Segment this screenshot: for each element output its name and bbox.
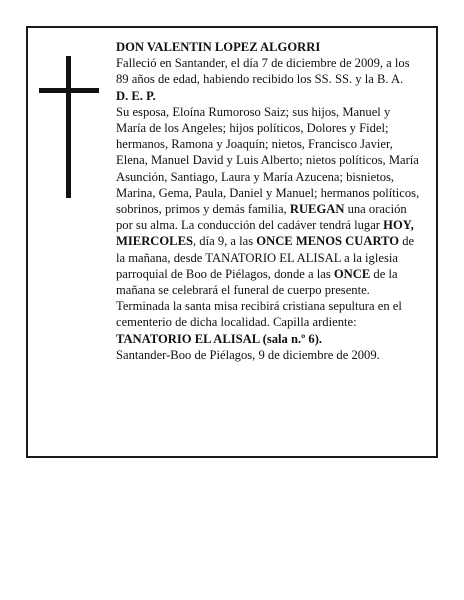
footer-line: Santander-Boo de Piélagos, 9 de diciembre de 2009. <box>116 347 380 362</box>
once-text: ONCE <box>333 266 371 281</box>
hoy-miercoles-text: HOY, MIERCOLES <box>116 218 414 249</box>
obituary-text <box>116 39 422 363</box>
family-list: Su esposa, Eloína Rumoroso Saiz; sus hijos, Manuel y María de los Angeles; hijos políticos, Dolores y Fidel; hermanos, Ramona y Joaquín; nietos, Francisco Javier, Elena, Manuel David y Luis Alberto; nietos políticos, María Asunción, Santiago, Laura y María Azucena; bisnietos, Marina, Gema, Paula, Daniel y Manuel; hermanos políticos, sobrinos, primos y demás familia, <box>116 104 420 217</box>
deceased-name: DON VALENTIN LOPEZ ALGORRI <box>116 40 321 54</box>
cross-icon <box>39 56 99 198</box>
family-paragraph: Su esposa, Eloína Rumoroso Saiz; sus hijos, Manuel y María de los Angeles; hijos políticos, Dolores y Fidel; hermanos, Ramona y Joaquín; nietos, Francisco Javier, Elena, Manuel David y Luis Alberto; nietos políticos, María Asunción, Santiago, Laura y María Azucena; bisnietos, Marina, Gema, Paula, Daniel y Manuel; hermanos políticos, sobrinos, primos y demás familia, RUEGAN una oración por su alma. La conducción del cadáver tendrá lugar HOY, MIERCOLES, día 9, a las ONCE MENOS CUARTO de la mañana, desde TANATORIO EL ALISAL a la iglesia parroquial de Boo de Piélagos, donde a las ONCE de la mañana se celebrará el funeral de cuerpo presente. Terminada la santa misa recibirá cristiana sepultura en el cementerio de dicha localidad. Capilla ardiente: TANATORIO EL ALISAL (sala n.º 6). <box>116 104 420 346</box>
ruegan-text: RUEGAN <box>289 202 345 217</box>
obituary-notice <box>26 26 438 458</box>
dep-line: D. E. P. <box>116 88 156 103</box>
death-info: Falleció en Santander, el día 7 de diciembre de 2009, a los 89 años de edad, habiendo recibido los SS. SS. y la B. A. <box>116 56 410 87</box>
once-menos-cuarto-text: ONCE MENOS CUARTO <box>256 234 400 249</box>
capilla-ardiente-text: TANATORIO EL ALISAL (sala n.º 6). <box>116 331 323 346</box>
